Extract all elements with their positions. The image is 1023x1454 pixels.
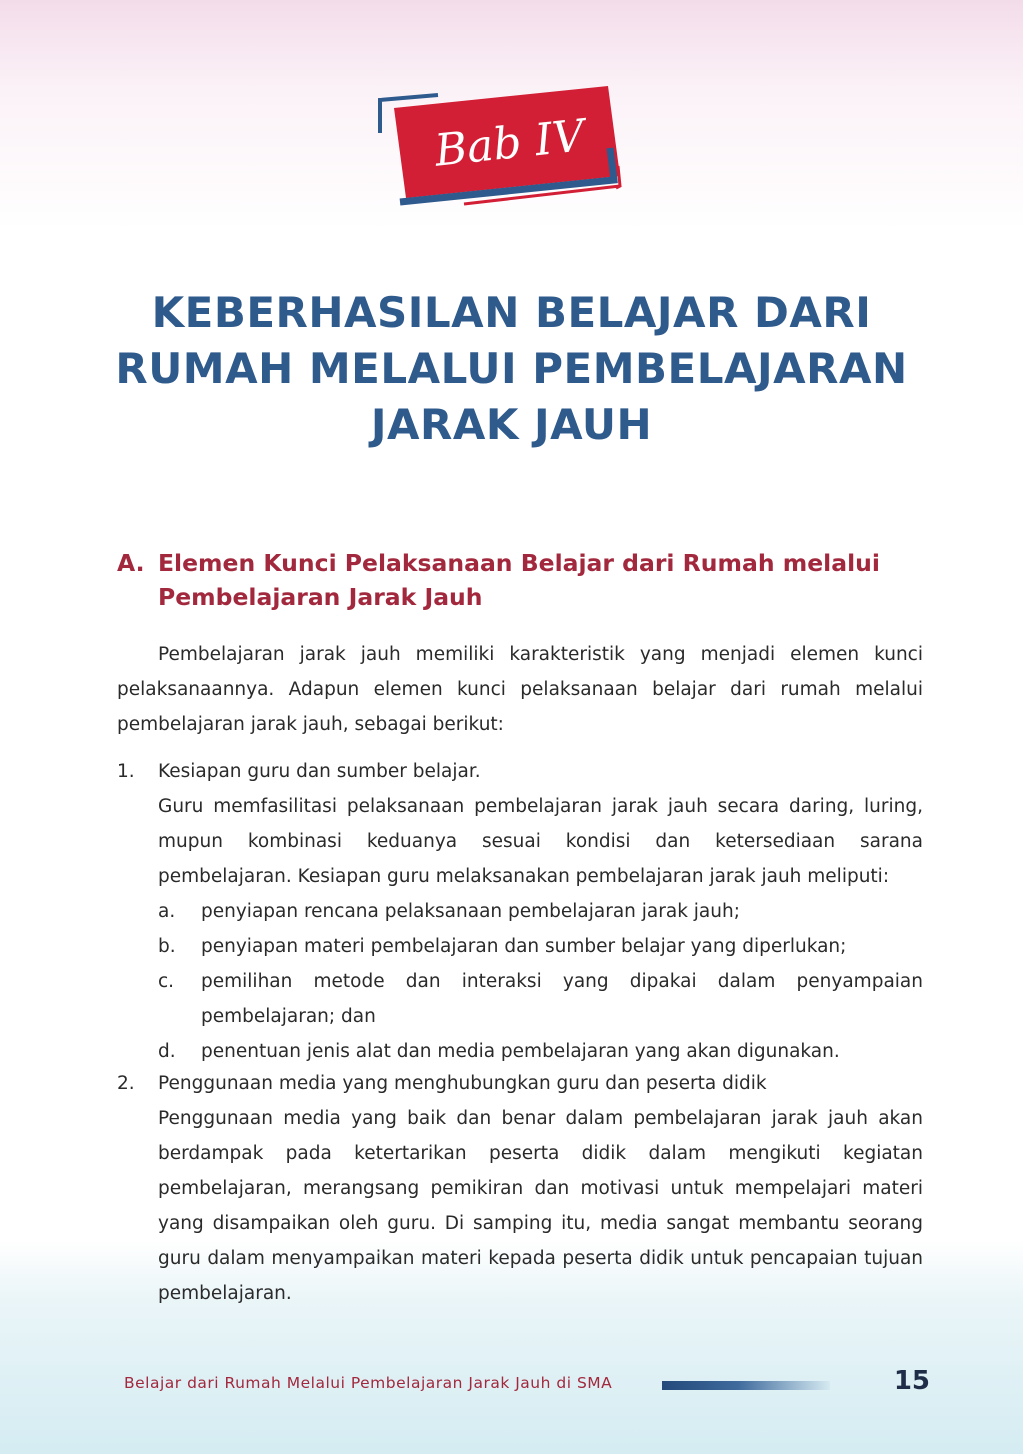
section-heading <box>117 546 917 614</box>
chapter-title-line: RUMAH MELALUI PEMBELAJARAN <box>115 344 908 393</box>
list-item-body: Penggunaan media yang baik dan benar dalam pembelajaran jarak jauh akan berdampak pada ketertarikan peserta didik dalam mengikuti kegiatan pembelajaran, merangsang pemikiran dan motivasi untuk mempelajari materi yang disampaikan oleh guru. Di samping itu, media sangat membantu seorang guru dalam menyampaikan materi kepada peserta didik untuk pencapaian tujuan pembelajaran. <box>158 1108 923 1304</box>
list-item-body: Guru memfasilitasi pelaksanaan pembelajaran jarak jauh secara daring, luring, mupun kombinasi keduanya sesuai kondisi dan ketersediaan sarana pembelajaran. Kesiapan guru melaksanakan pembelajaran jarak jauh meliputi: <box>158 796 923 887</box>
sub-list-text: penentuan jenis alat dan media pembelajaran yang akan digunakan. <box>201 1041 840 1062</box>
section-letter: A. <box>117 549 145 577</box>
sub-list-text: pemilihan metode dan interaksi yang dipakai dalam penyampaian pembelajaran; dan <box>201 971 923 1027</box>
list-item-2 <box>117 1066 923 1311</box>
list-item-heading: Penggunaan media yang menghubungkan guru dan peserta didik <box>158 1073 767 1094</box>
intro-paragraph: Pembelajaran jarak jauh memiliki karakteristik yang menjadi elemen kunci pelaksanaannya. Adapun elemen kunci pelaksanaan belajar dari rumah melalui pembelajaran jarak jauh, sebagai berikut: <box>117 644 923 735</box>
chapter-title-line: KEBERHASILAN BELAJAR DARI <box>151 288 872 337</box>
list-number: 1. <box>117 761 135 782</box>
sub-list-item <box>158 894 923 929</box>
sub-list-letter: d. <box>158 1041 176 1062</box>
sub-list-item <box>158 964 923 1034</box>
badge-label: Bab IV <box>432 110 587 177</box>
sub-list-letter: c. <box>158 971 175 992</box>
sub-list-letter: b. <box>158 936 176 957</box>
footer-decor-bar <box>662 1381 830 1390</box>
page-number: 15 <box>893 1366 930 1396</box>
sub-list-item <box>158 1034 923 1069</box>
list-item-heading: Kesiapan guru dan sumber belajar. <box>158 761 481 782</box>
chapter-title-line: JARAK JAUH <box>370 400 653 449</box>
footer-title: Belajar dari Rumah Melalui Pembelajaran Jarak Jauh di SMA <box>124 1374 613 1392</box>
sub-list-text: penyiapan materi pembelajaran dan sumber belajar yang diperlukan; <box>201 936 847 957</box>
chapter-title <box>100 285 923 453</box>
section-title: Elemen Kunci Pelaksanaan Belajar dari Rumah melalui Pembelajaran Jarak Jauh <box>158 549 880 611</box>
sub-list-text: penyiapan rencana pelaksanaan pembelajaran jarak jauh; <box>201 901 740 922</box>
sub-list-item <box>158 929 923 964</box>
list-number: 2. <box>117 1073 135 1094</box>
list-item-1 <box>117 754 923 1069</box>
intro-block <box>117 637 923 742</box>
chapter-badge <box>372 78 632 208</box>
sub-list-letter: a. <box>158 901 176 922</box>
